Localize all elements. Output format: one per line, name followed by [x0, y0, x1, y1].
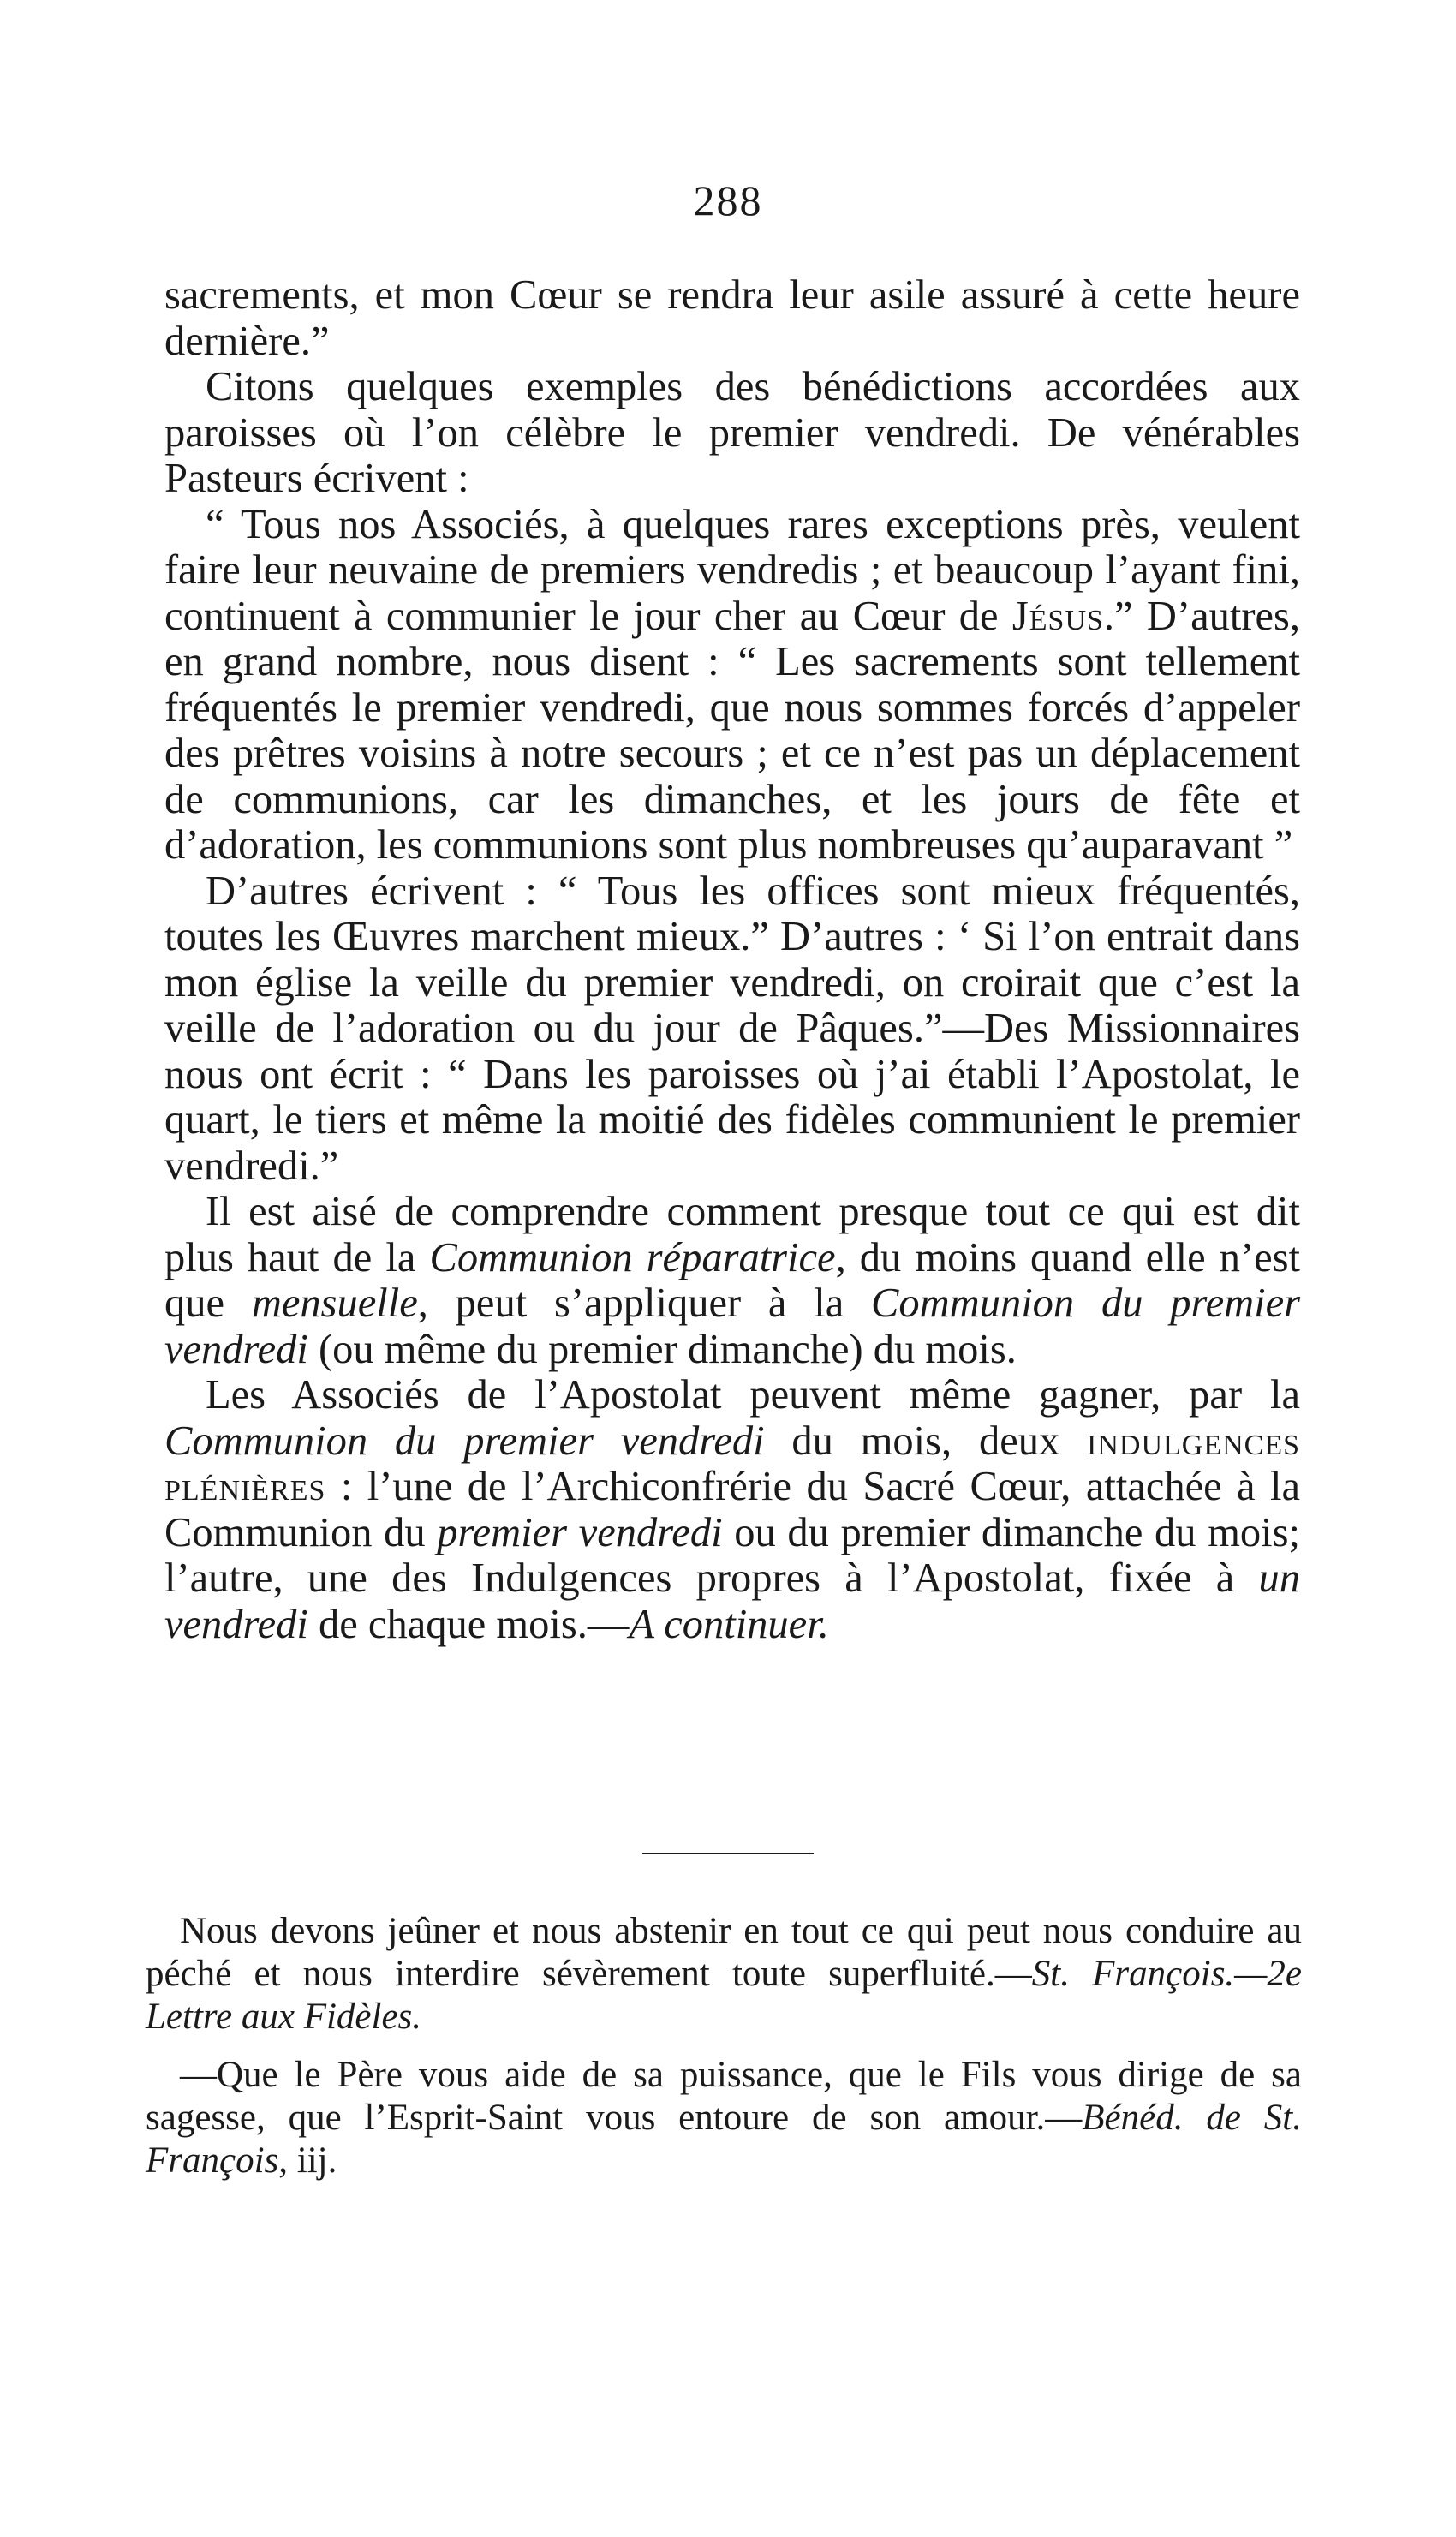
text-run: : l’une de l’Archiconfrérie du Sacré Cœur, attachée à la Communion du [164, 1464, 1300, 1555]
italic-text: un vendredi [164, 1555, 1300, 1647]
section-divider [642, 1853, 814, 1854]
paragraph [164, 502, 1300, 869]
closing-quotes [146, 1910, 1302, 2198]
text-run: , du moins quand elle n’est que [164, 1234, 1300, 1326]
text-run: Nous devons jeûner et nous abstenir en tout ce qui peut nous conduire au péché et nous interdire sévèrement toute superfluité.— [146, 1911, 1302, 1994]
text-run: .” D’autres, en grand nombre, nous disent : “ Les sacrements sont tellement fréquentés le premier vendredi, que nous sommes forcés d’appeler des prêtres voisins à notre secours ; et ce n’est pas un déplacement de communions, car les dimanches, et les jours de fête et d’adoration, les communions sont plus nombreuses qu’auparavant ” [164, 593, 1300, 868]
paragraph [164, 272, 1300, 364]
italic-text: Bénéd. de St. François [146, 2098, 1302, 2181]
paragraph [164, 364, 1300, 502]
paragraph [164, 1372, 1300, 1647]
paragraph [164, 869, 1300, 1190]
text-run: D’autres écrivent : “ Tous les offices sont mieux fréquentés, toutes les Œuvres marchent mieux.” D’autres : ‘ Si l’on entrait dans mon église la veille du premier vendredi, on croirait que c’est la veille de l’adoration ou du jour de Pâques.”—Des Missionnaires nous ont écrit : “ Dans les paroisses où j’ai établi l’Apostolat, le quart, le tiers et même la moitié des fidèles communient le premier vendredi.” [164, 868, 1300, 1189]
small-caps-text: Jésus [1011, 593, 1104, 639]
text-run: Il est aisé de comprendre comment presque tout ce qui est dit plus haut de la [164, 1189, 1300, 1280]
italic-text: A continuer. [629, 1601, 829, 1647]
text-run: Citons quelques exemples des bénédictions accordées aux paroisses où l’on célèbre le premier vendredi. De vénérables Pasteurs écrivent : [164, 364, 1300, 501]
text-run: de chaque mois.— [307, 1601, 630, 1647]
quote-paragraph [146, 1910, 1302, 2039]
small-caps-text: indulgences plénières [164, 1418, 1300, 1509]
text-run: ou du premier dimanche du mois; l’autre, une des Indulgences propres à l’Apostolat, fixée à [164, 1509, 1300, 1601]
text-run: Les Associés de l’Apostolat peuvent même gagner, par la [206, 1372, 1300, 1418]
text-run: , peut s’appliquer à la [417, 1280, 872, 1326]
main-text [164, 272, 1300, 1647]
text-run: , iij. [278, 2140, 337, 2181]
text-run: “ Tous nos Associés, à quelques rares exceptions près, veulent faire leur neuvaine de premiers vendredis ; et beaucoup l’ayant fini, continuent à communier le jour cher au Cœur de [164, 501, 1300, 639]
page-number: 288 [693, 176, 763, 224]
italic-text: mensuelle [251, 1280, 418, 1326]
quote-paragraph [146, 2054, 1302, 2182]
text-run: du mois, deux [764, 1418, 1088, 1464]
italic-text: Communion du premier vendredi [164, 1418, 765, 1464]
italic-text: Communion du premier vendredi [164, 1280, 1300, 1372]
italic-text: Communion réparatrice [429, 1234, 836, 1280]
text-run: sacrements, et mon Cœur se rendra leur asile assuré à cette heure dernière.” [164, 272, 1300, 364]
paragraph [164, 1189, 1300, 1372]
text-run: (ou même du premier dimanche) du mois. [307, 1326, 1017, 1372]
italic-text: premier vendredi [437, 1509, 723, 1555]
italic-text: St. François.—2e Lettre aux Fidèles. [146, 1954, 1302, 2037]
text-run: —Que le Père vous aide de sa puissance, que le Fils vous dirige de sa sagesse, que l’Esprit-Saint vous entoure de son amour.— [146, 2055, 1302, 2138]
